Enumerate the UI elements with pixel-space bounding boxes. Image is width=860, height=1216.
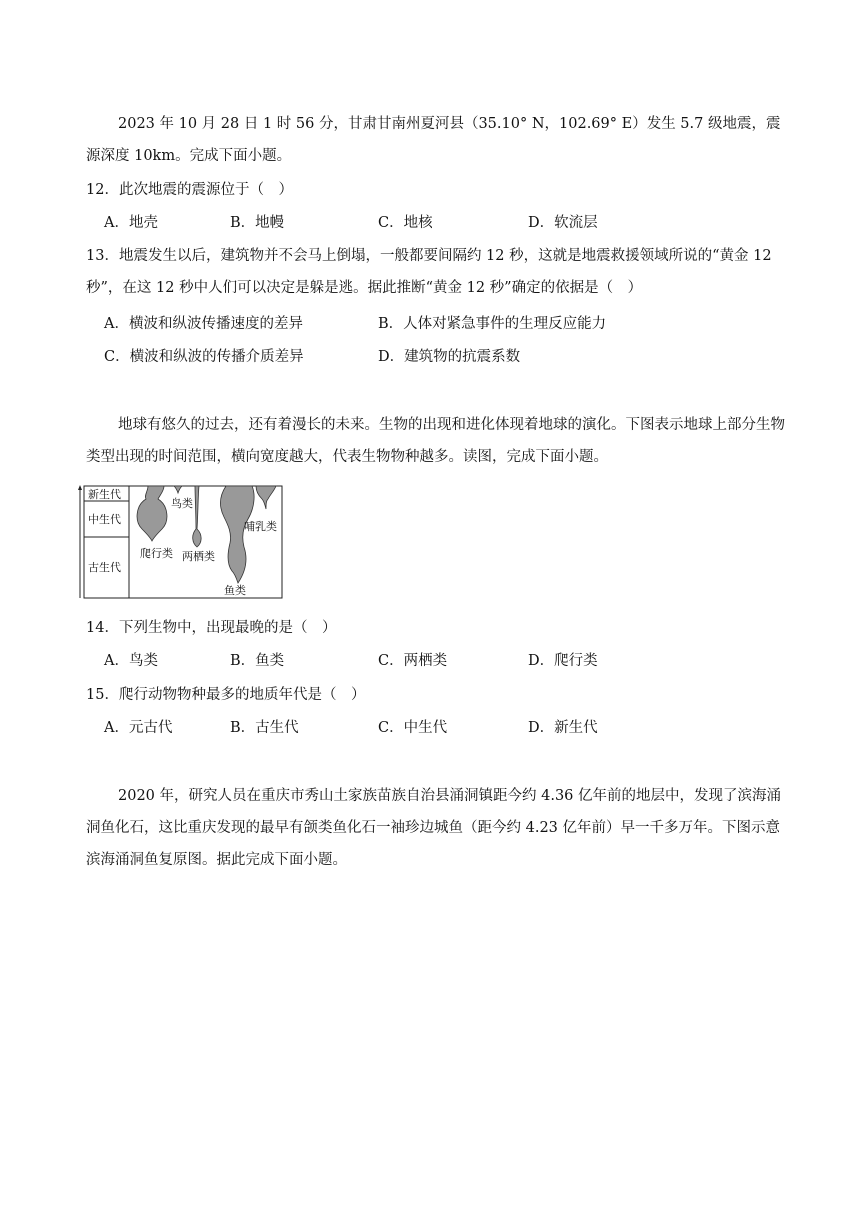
option-b[interactable]: B．鱼类	[230, 653, 285, 669]
option-c[interactable]: C．中生代	[378, 720, 448, 736]
label-bird: 鸟类	[171, 497, 193, 510]
option-d[interactable]: D．建筑物的抗震系数	[378, 349, 521, 365]
mammal-shape	[256, 486, 276, 509]
era-paleozoic: 古生代	[88, 561, 121, 574]
axis-arrow-icon	[78, 485, 82, 490]
biology-evolution-diagram	[78, 485, 284, 600]
option-d[interactable]: D．软流层	[528, 215, 598, 231]
passage-evolution: 地球有悠久的过去，还有着漫长的未来。生物的出现和进化体现着地球的演化。下图表示地球上部分生物类型出现的时间范围，横向宽度越大，代表生物物种越多。读图，完成下面小题。	[86, 417, 785, 465]
option-c[interactable]: C．横波和纵波的传播介质差异	[104, 349, 304, 365]
question-15-stem: 15．爬行动物物种最多的地质年代是（ ）	[86, 687, 366, 703]
option-d[interactable]: D．爬行类	[528, 653, 598, 669]
label-amphibian: 两栖类	[182, 550, 215, 563]
option-b[interactable]: B．地幔	[230, 215, 285, 231]
label-reptile: 爬行类	[140, 547, 173, 560]
question-13-options-row1	[104, 308, 784, 340]
option-c[interactable]: C．两栖类	[378, 653, 448, 669]
bird-shape	[174, 486, 182, 493]
question-14-options	[104, 645, 784, 677]
question-12-options	[104, 207, 784, 239]
question-14-stem: 14．下列生物中，出现最晚的是（ ）	[86, 620, 337, 636]
passage-fossil: 2020 年，研究人员在重庆市秀山土家族苗族自治县涌洞镇距今约 4.36 亿年前的地层中，发现了滨海涌洞鱼化石，这比重庆发现的最早有颌类鱼化石一袖珍边城鱼（距今约 4.23 亿年前）早一千多万年。下图示意滨海涌洞鱼复原图。据此完成下面小题。	[86, 788, 782, 868]
option-c[interactable]: C．地核	[378, 215, 433, 231]
fish-shape	[220, 486, 254, 583]
question-13-options-row2	[104, 341, 784, 373]
option-a[interactable]: A．鸟类	[104, 653, 158, 669]
question-15-options	[104, 712, 784, 744]
option-b[interactable]: B．人体对紧急事件的生理反应能力	[378, 316, 607, 332]
amphibian-shape	[193, 486, 201, 547]
reptile-shape	[137, 486, 167, 541]
label-mammal: 哺乳类	[244, 520, 277, 533]
era-cenozoic: 新生代	[88, 488, 121, 501]
question-12-stem: 12．此次地震的震源位于（ ）	[86, 182, 293, 198]
option-a[interactable]: A．元古代	[104, 720, 173, 736]
question-13-stem: 13．地震发生以后，建筑物并不会马上倒塌，一般都要间隔约 12 秒，这就是地震救援领域所说的“黄金 12 秒”，在这 12 秒中人们可以决定是躲是逃。据此推断“黄金 12 秒”确定的依据是（ ）	[86, 248, 772, 296]
option-d[interactable]: D．新生代	[528, 720, 598, 736]
option-a[interactable]: A．地壳	[104, 215, 158, 231]
option-b[interactable]: B．古生代	[230, 720, 299, 736]
label-fish: 鱼类	[224, 584, 246, 597]
option-a[interactable]: A．横波和纵波传播速度的差异	[104, 316, 303, 332]
passage-earthquake: 2023 年 10 月 28 日 1 时 56 分，甘肃甘南州夏河县（35.10° N，102.69° E）发生 5.7 级地震，震源深度 10km。完成下面小题。	[86, 116, 781, 164]
era-mesozoic: 中生代	[88, 513, 121, 526]
evolution-svg	[78, 485, 284, 600]
